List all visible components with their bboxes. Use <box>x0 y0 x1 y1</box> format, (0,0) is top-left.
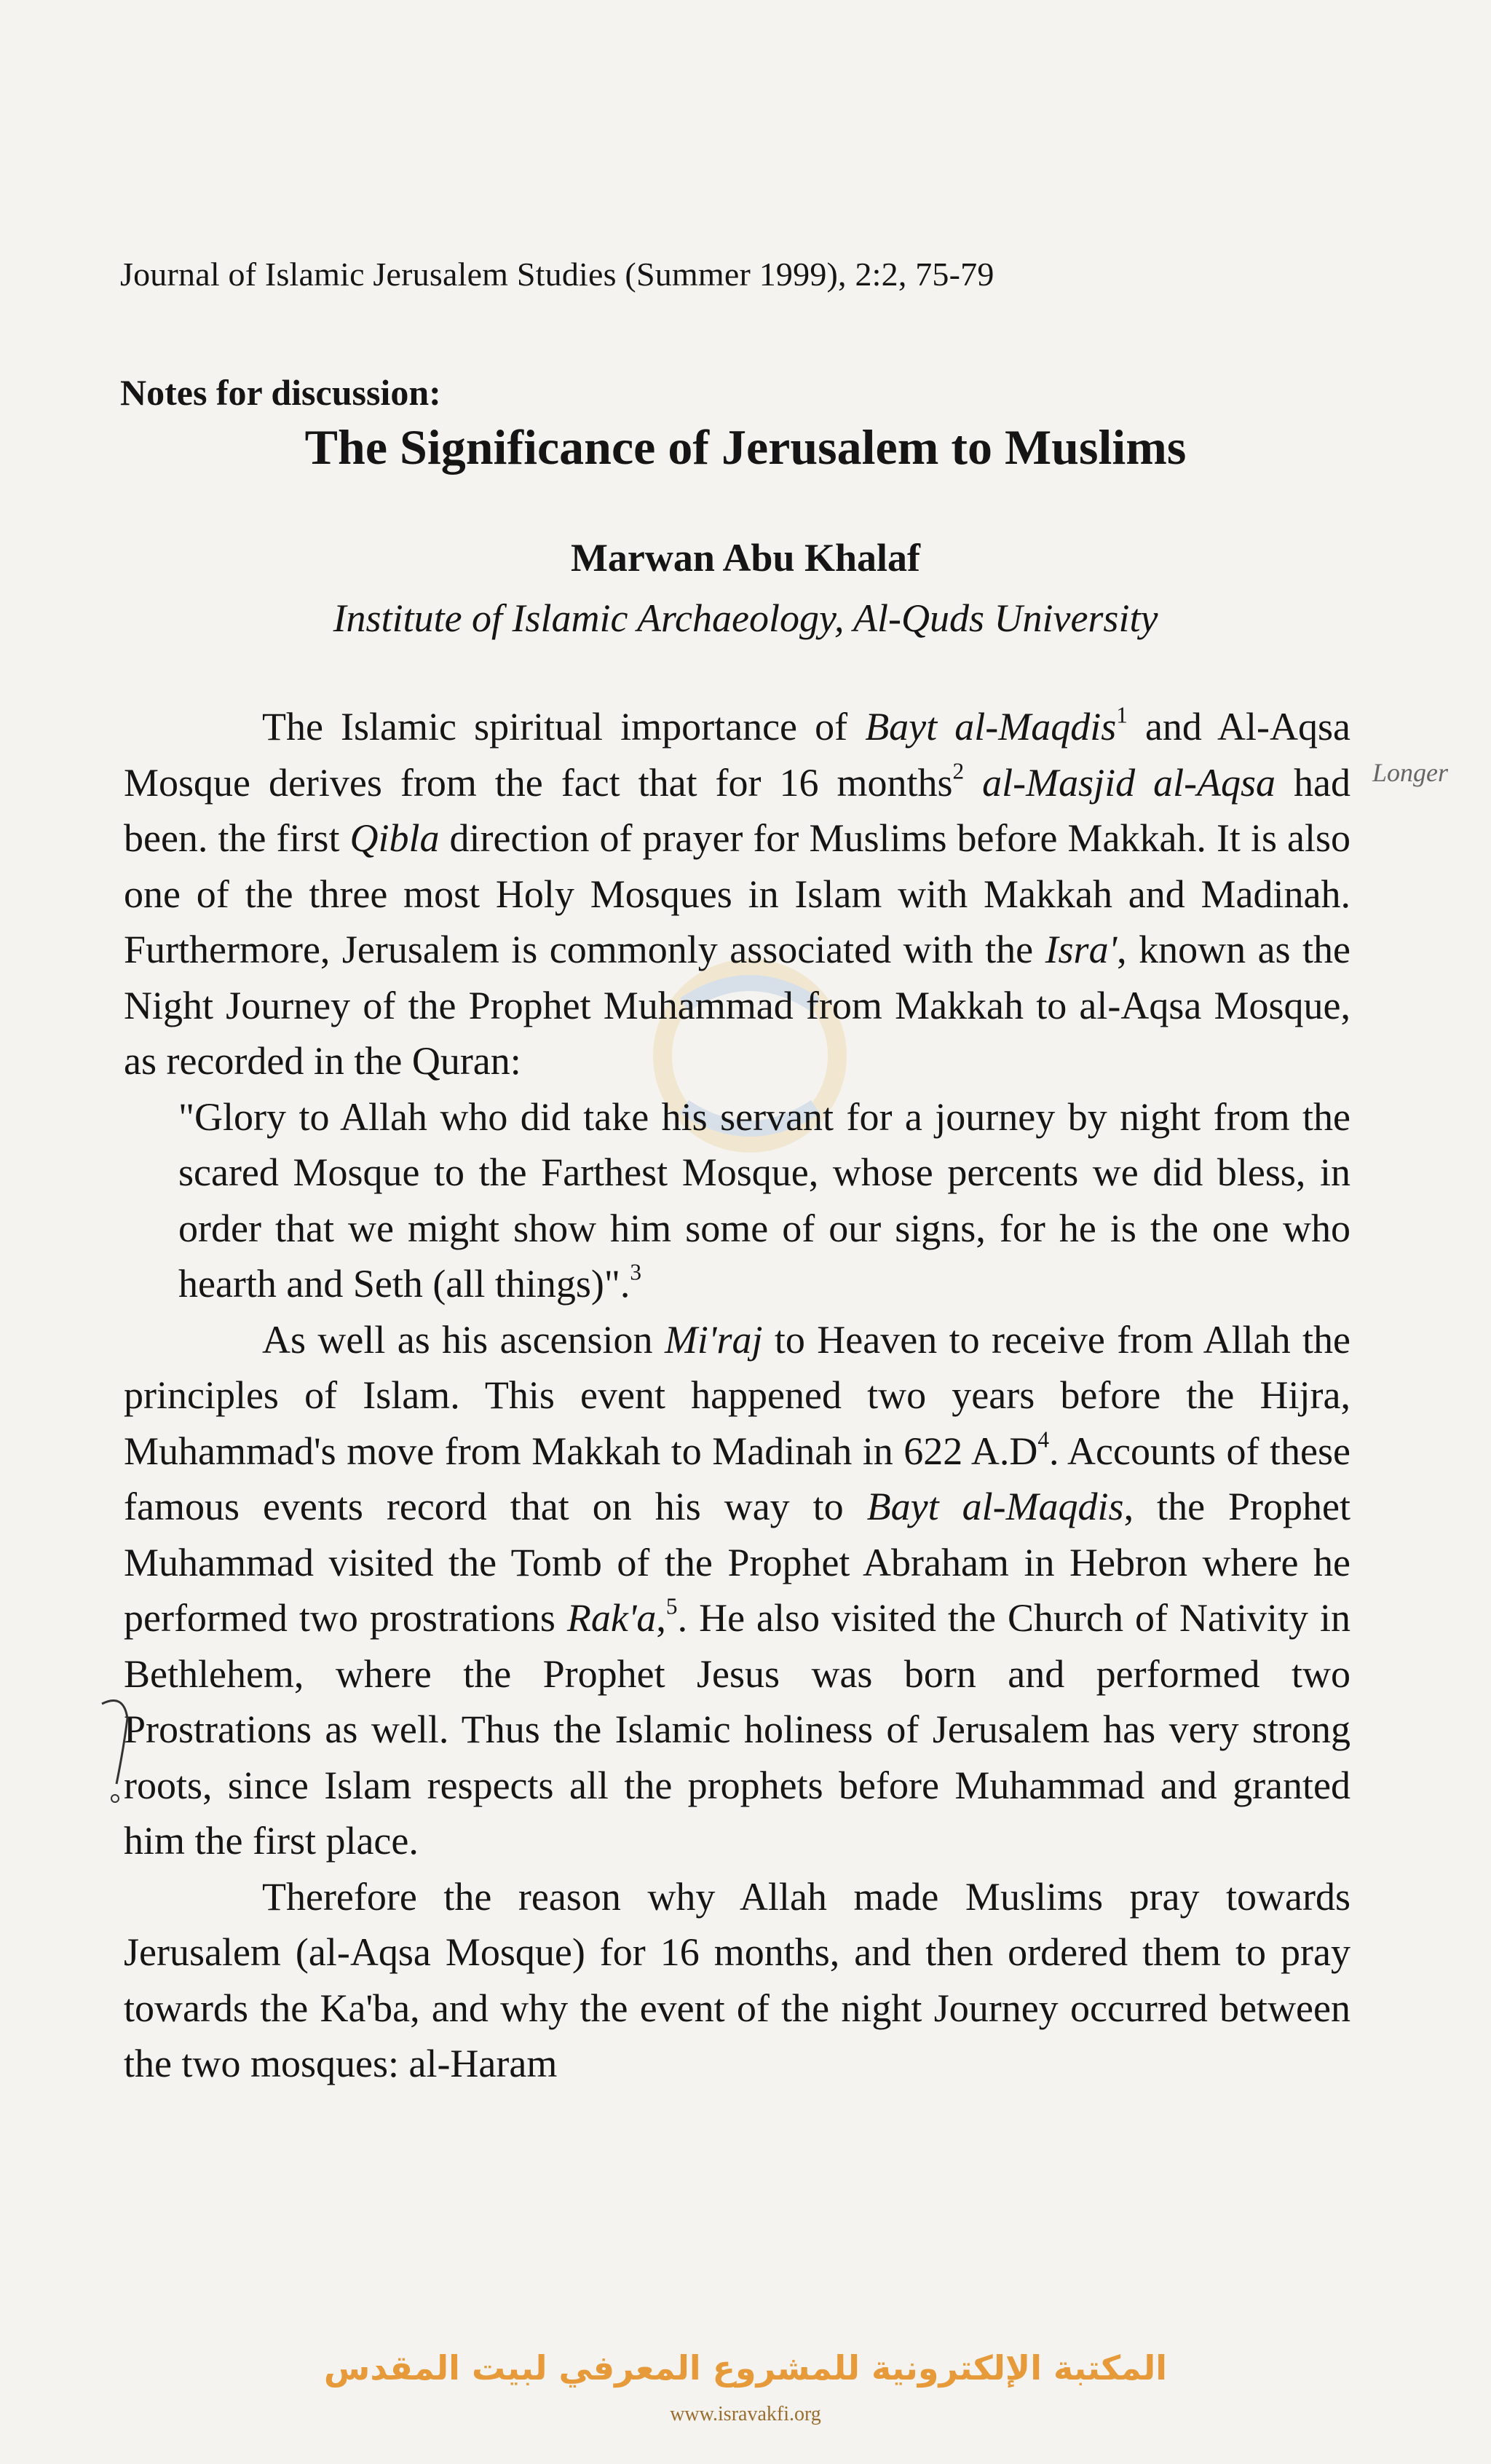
journal-reference: Journal of Islamic Jerusalem Studies (Summer 1999), 2:2, 75-79 <box>120 256 994 293</box>
text-run: to Heaven to receive from Allah the principles of Islam. This event happened two years before the Hijra, Muhammad's move from Makkah to Madinah in 622 A.D <box>124 1317 1350 1473</box>
italic-term: Bayt al-Maqdis <box>865 705 1117 749</box>
quran-quote <box>124 1089 1350 1312</box>
paragraph-1 <box>124 699 1350 1089</box>
italic-term: Mi'raj <box>664 1317 763 1362</box>
italic-term: Rak'a <box>566 1596 657 1640</box>
footnote-ref-1: 1 <box>1116 702 1128 728</box>
footnote-ref-2: 2 <box>952 758 965 784</box>
author-name: Marwan Abu Khalaf <box>570 536 921 580</box>
text-run: , <box>656 1596 666 1640</box>
footer-arabic-library-name: المكتبة الإلكترونية للمشروع المعرفي لبيت المقدس <box>323 2348 1168 2388</box>
quote-text: "Glory to Allah who did take his servant for a journey by night from the scared Mosque to the Farthest Mosque, whose percents we did bless, in order that we might show him some of our signs, for he is the one who hearth and Seth (all things)". <box>178 1094 1350 1306</box>
article-body <box>124 699 1350 2092</box>
text-run: and Al-Aqsa Mosque derives from the fact that for 16 months <box>124 705 1350 805</box>
text-run: , the Prophet Muhammad visited the Tomb of the Prophet Abraham in Hebron where he performed two prostrations <box>124 1485 1350 1640</box>
italic-term: Bayt al-Maqdis <box>866 1485 1124 1528</box>
text-run: direction of prayer for Muslims before Makkah. It is also one of the three most Holy Mosques in Islam with Makkah and Madinah. Furthermore, Jerusalem is commonly associated with the <box>124 816 1350 971</box>
text-run: . Accounts of these famous events record that on his way to <box>124 1429 1351 1528</box>
text-run <box>964 761 982 805</box>
footnote-ref-5: 5 <box>665 1593 678 1619</box>
text-run: , known as the Night Journey of the Prophet Muhammad from Makkah to al-Aqsa Mosque, as recorded in the Quran: <box>124 928 1351 1083</box>
article-title: The Significance of Jerusalem to Muslims <box>304 419 1187 475</box>
italic-term: Isra' <box>1045 928 1118 971</box>
footnote-ref-4: 4 <box>1037 1426 1049 1453</box>
footnote-ref-3: 3 <box>630 1259 642 1285</box>
handwritten-bracket-mark <box>95 1689 138 1820</box>
text-run: The Islamic spiritual importance of <box>262 705 866 749</box>
footer-url: www.isravakfi.org <box>670 2403 821 2425</box>
paragraph-3: Therefore the reason why Allah made Muslims pray towards Jerusalem (al-Aqsa Mosque) for 16 months, and then ordered them to pray towards the Ka'ba, and why the event of the night Journey occurred between the two mosques: al-Haram <box>124 1874 1350 2085</box>
handwritten-margin-note: Longer <box>1372 758 1449 787</box>
italic-term: Qibla <box>349 816 440 860</box>
paragraph-2 <box>124 1312 1350 1869</box>
notes-label: Notes for discussion: <box>120 372 441 413</box>
italic-term: al-Masjid al-Aqsa <box>982 760 1276 805</box>
text-run: As well as his ascension <box>262 1317 665 1362</box>
text-run: had been. the first <box>124 760 1350 860</box>
author-affiliation: Institute of Islamic Archaeology, Al-Quds University <box>333 596 1158 640</box>
text-run: . He also visited the Church of Nativity in Bethlehem, where the Prophet Jesus was born and performed two Prostrations as well. Thus the Islamic holiness of Jerusalem has very strong roots, since Islam respects all the prophets before Muhammad and granted him the first place. <box>124 1596 1350 1863</box>
